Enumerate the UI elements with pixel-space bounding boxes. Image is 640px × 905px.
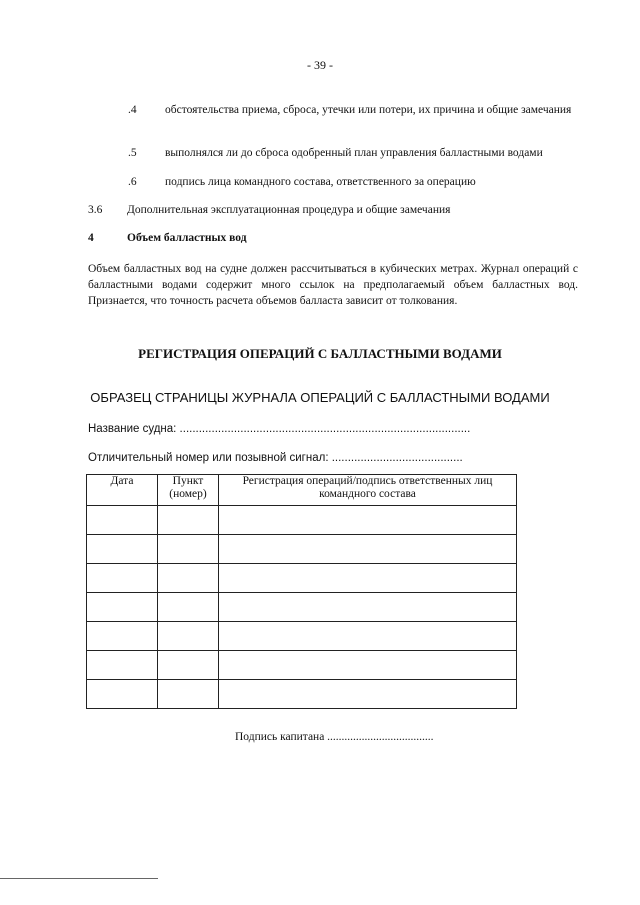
record-cell <box>219 651 517 680</box>
date-cell <box>87 535 158 564</box>
page-number: - 39 - <box>307 58 333 72</box>
column-header-item: Пункт (номер) <box>158 475 219 506</box>
item-cell <box>158 651 219 680</box>
table-row <box>87 680 517 709</box>
date-cell <box>87 651 158 680</box>
date-cell <box>87 506 158 535</box>
ship-name-field: Название судна: ........................................................................................... <box>88 423 471 435</box>
record-cell <box>219 564 517 593</box>
form-title: ОБРАЗЕЦ СТРАНИЦЫ ЖУРНАЛА ОПЕРАЦИЙ С БАЛЛАСТНЫМИ ВОДАМИ <box>90 390 550 405</box>
section-text: Дополнительная эксплуатационная процедура и общие замечания <box>127 204 451 216</box>
body-paragraph: Объем балластных вод на судне должен рассчитываться в кубических метрах. Журнал операций с балластными водами содержит много ссылок на предполагаемый объем балластных вод. Признается, что точность расчета объемов балласта зависит от толкования. <box>88 263 578 307</box>
item-cell <box>158 593 219 622</box>
date-cell <box>87 680 158 709</box>
column-header-date: Дата <box>87 475 158 506</box>
column-header-record: Регистрация операций/подпись ответственных лиц командного состава <box>219 475 517 506</box>
list-item-number: .6 <box>128 176 137 188</box>
record-cell <box>219 593 517 622</box>
list-item-number: .5 <box>128 147 137 159</box>
table-row <box>87 593 517 622</box>
list-item-text: обстоятельства приема, сброса, утечки или потери, их причина и общие замечания <box>165 104 572 116</box>
list-item-number: .4 <box>128 104 137 116</box>
captain-signature-line: Подпись капитана ..................................... <box>235 731 434 743</box>
item-cell <box>158 506 219 535</box>
table-row <box>87 506 517 535</box>
table-row <box>87 564 517 593</box>
table-header-row <box>87 475 517 506</box>
table-row <box>87 622 517 651</box>
item-cell <box>158 564 219 593</box>
record-cell <box>219 622 517 651</box>
table-row <box>87 535 517 564</box>
section-number: 4 <box>88 232 94 244</box>
section-heading-text: Объем балластных вод <box>127 232 247 244</box>
record-cell <box>219 506 517 535</box>
date-cell <box>87 622 158 651</box>
table-row <box>87 651 517 680</box>
footnote-divider <box>0 878 158 879</box>
ballast-log-table <box>86 474 517 709</box>
list-item-text: выполнялся ли до сброса одобренный план управления балластными водами <box>165 147 543 159</box>
date-cell <box>87 564 158 593</box>
item-cell <box>158 535 219 564</box>
item-cell <box>158 622 219 651</box>
record-cell <box>219 680 517 709</box>
section-number: 3.6 <box>88 204 103 216</box>
list-item-text: подпись лица командного состава, ответственного за операцию <box>165 176 476 188</box>
call-sign-field: Отличительный номер или позывной сигнал: ......................................... <box>88 452 463 464</box>
record-cell <box>219 535 517 564</box>
date-cell <box>87 593 158 622</box>
item-cell <box>158 680 219 709</box>
section-title: РЕГИСТРАЦИЯ ОПЕРАЦИЙ С БАЛЛАСТНЫМИ ВОДАМИ <box>138 346 502 361</box>
